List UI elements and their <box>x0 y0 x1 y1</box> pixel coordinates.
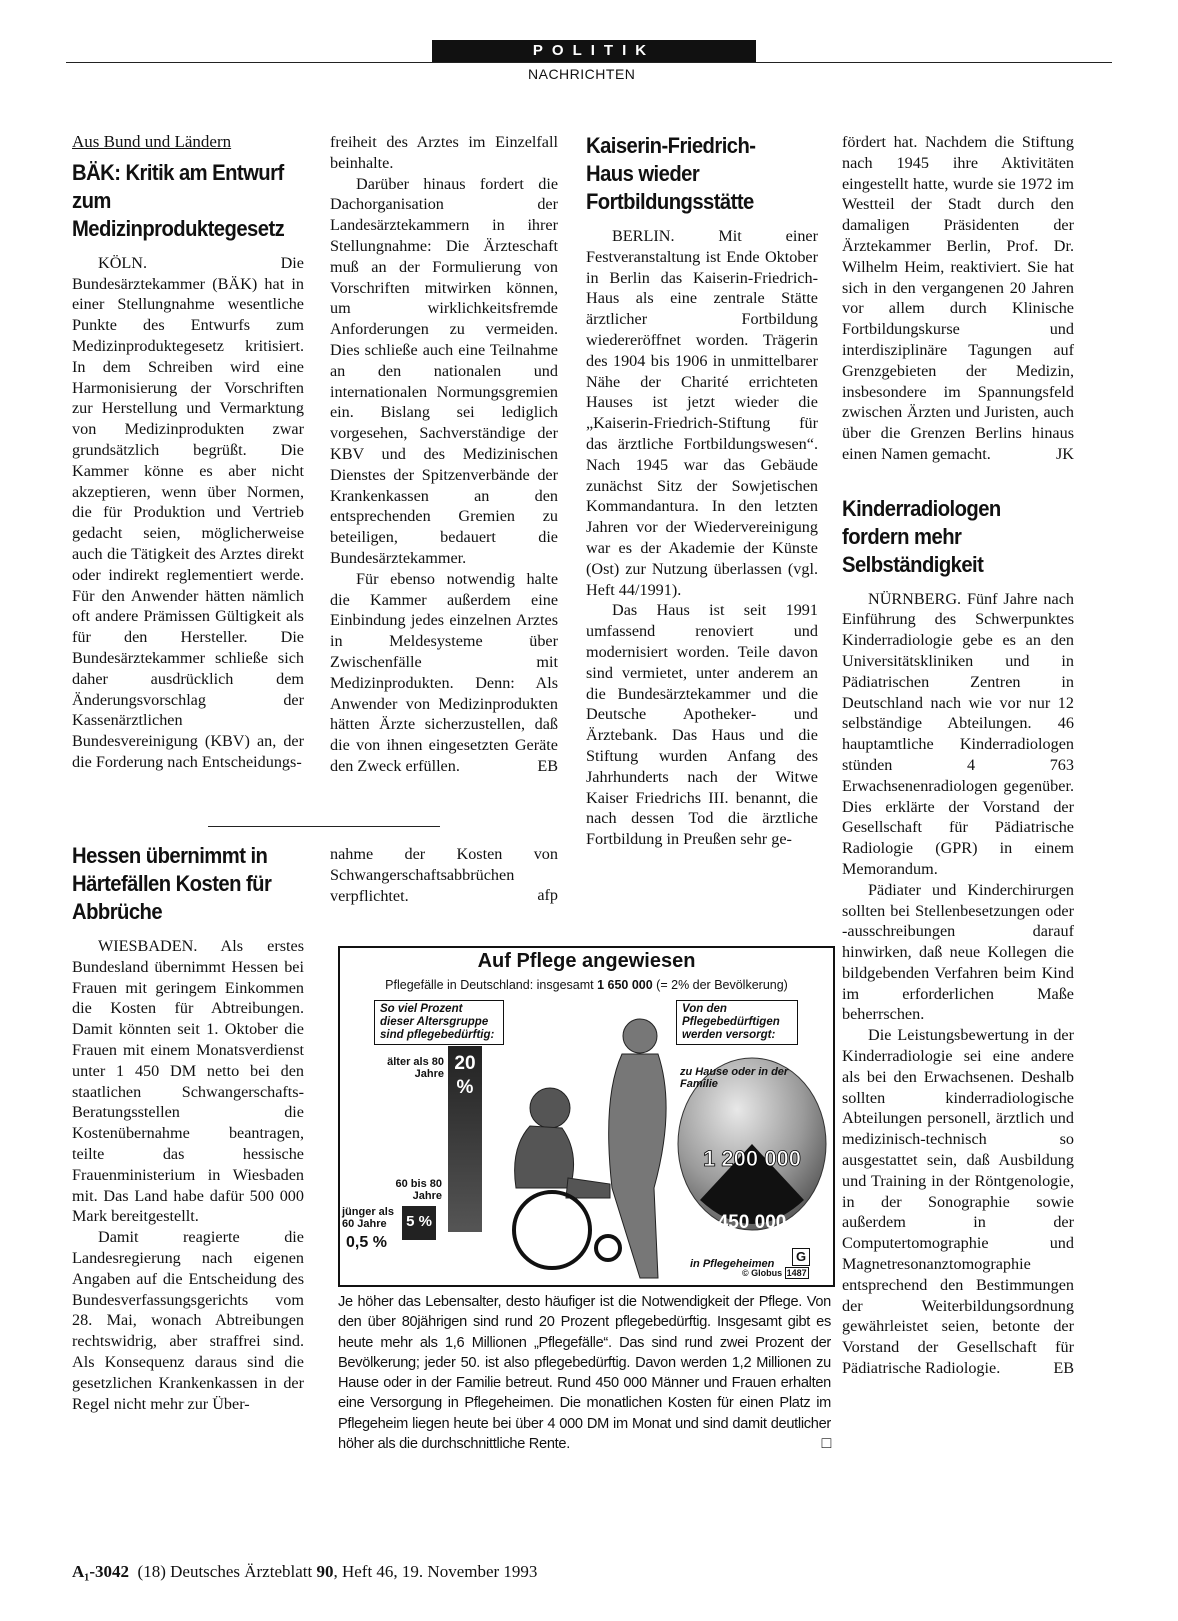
value-under-60: 0,5 % <box>346 1234 387 1251</box>
paragraph: NÜRNBERG. Fünf Jahre nach Einführung des Schwerpunktes Kinderradiologie gebe es an den Universitätskliniken und in Pädiatrischen Zentren in Deutschland nach wie vor nur 12 selbständige Abteilungen. 46 hauptamtliche Kinderradiologen stünden 4 763 Erwachsenenradiologen gegenüber. Dies erklärte der Vorstand der Gesellschaft für Pädiatrische Radiologie (GPR) in einem Memorandum. <box>842 589 1074 878</box>
article-bak-col2 <box>330 132 558 777</box>
value-home: 1 200 000 <box>703 1146 801 1171</box>
paragraph: nahme der Kosten von Schwangerschaftsabbrüchen verpflichtet. <box>330 845 558 905</box>
label-under-60: jünger als 60 Jahre <box>342 1206 394 1230</box>
article-hessen-col2 <box>330 844 558 906</box>
paragraph: fördert hat. Nachdem die Stiftung nach 1945 ihre Aktivitäten eingestellt hatte, wurde sie 1972 im Westteil der Stadt durch den damaligen Präsidenten der Ärztekammer Berlin, Prof. Dr. Wilhelm Heim, reaktiviert. Sie hat sich in den vergangenen 20 Jahren vor allem durch Klinische Fortbildungskurse und interdisziplinäre Tagungen auf Grenzgebieten der Medizin, insbesondere im Spannungsfeld zwischen Ärzten und Juristen, auch über die Grenzen Berlins hinaus einen Namen gemacht. <box>842 133 1074 463</box>
page-number: A₁-3042 <box>72 1562 130 1581</box>
label-home: zu Hause oder in der Familie <box>680 1066 789 1090</box>
page-footer: A₁-3042 (18) Deutsches Ärzteblatt 90, Heft 46, 19. November 1993 <box>72 1562 538 1581</box>
paragraph: Die Leistungsbewertung in der Kinderradiologie sei eine andere als bei den Erwachsenen. Deshalb sollten kinderradiologische Abteilungen personell, ärztlich und medizinisch-technisch so ausgestattet sein, daß Ausbildung und Training in der Röntgenologie, in der Sonographie sowie außerdem in der Computertomographie und Magnetresonanztomographie entsprechend den Bestimmungen der Weiterbildungsordnung gewährleistet seien, betonte der Vorstand der Gesellschaft für Pädiatrische Radiologie. <box>842 1026 1074 1378</box>
wheelchair-figure <box>515 1088 610 1198</box>
article-bak-col1 <box>72 132 304 773</box>
paragraph: Pädiater und Kinderchirurgen sollten bei Stellenbesetzungen oder -ausschreibungen darauf hinwirken, daß neue Kollegen die bildgebenden Verfahren beim Kind im erforderlichen Maße beherrschen. <box>842 880 1074 1024</box>
article-hessen-col1 <box>72 842 304 1414</box>
signature: EB <box>537 756 558 775</box>
legend-box-right: Von den Pflegebedürftigen werden versorgt: <box>676 1000 798 1045</box>
headline-bak: BÄK: Kritik am Entwurf zum Medizinproduktegesetz <box>72 159 285 241</box>
paragraph: freiheit des Arztes im Einzelfall beinhalte. <box>330 133 558 172</box>
paragraph: Darüber hinaus fordert die Dachorganisation der Landesärztekammern in ihrer Stellungnahme: Die Ärzteschaft muß an der Formulierung von Vorschriften mitwirken können, um wirklichkeitsfremde Anforderungen zu vermeiden. Dies schließe auch eine Teilnahme an den nationalen und internationalen Normungsgremien ein. Bislang sei lediglich vorgesehen, Sachverständige der KBV und des Medizinischen Dienstes der Spitzenverbände der Krankenkassen an den entsprechenden Gremien zu beteiligen, bedauert die Bundesärztekammer. <box>330 174 558 567</box>
legend-box-left: So viel Prozent dieser Altersgruppe sind pflegebedürftig: <box>374 1000 504 1045</box>
paragraph: KÖLN. Die Bundesärztekammer (BÄK) hat in einer Stellungnahme wesentliche Punkte des Entwurfs zum Medizinproduktegesetz kritisiert. In dem Schreiben wird eine Harmonisierung der Vorschriften zur Herstellung und Vermarktung von Medizinprodukten zwar grundsätzlich begrüßt. Die Kammer könne es aber nicht akzeptieren, wenn über Normen, die für Produktion und Vertrieb gedacht seien, möglicherweise auch die Tätigkeit des Arztes direkt oder indirekt reglementiert werde. Für den Anwender hätten nämlich oft andere Prämissen Gültigkeit als für den Hersteller. Die Bundesärztekammer schließe sich daher ausdrücklich dem Änderungsvorschlag der Kassenärztlichen Bundesvereinigung (KBV) an, der die Forderung nach Entscheidungs- <box>72 253 304 771</box>
value-60-80: 5 % <box>406 1213 432 1230</box>
paragraph: Damit reagierte die Landesregierung nach eigenen Angaben auf die Entscheidung des Bundesverfassungsgerichts vom 28. Mai, wonach Abtreibungen rechtswidrig, aber straffrei sind. Als Konsequenz daraus sind die gesetzlichen Krankenkassen in der Regel nicht mehr zur Über- <box>72 1228 304 1413</box>
headline-hessen: Hessen übernimmt in Härtefällen Kosten für Abbrüche <box>72 843 272 924</box>
figure-subtitle: Pflegefälle in Deutschland: insgesamt 1 650 000 (= 2% der Bevölkerung) <box>385 978 788 992</box>
signature: EB <box>1053 1358 1074 1377</box>
figure-graphics <box>340 948 833 1285</box>
section-label: POLITIK <box>432 40 756 62</box>
article-kfh-col3 <box>586 132 818 850</box>
subsection-label: NACHRICHTEN <box>528 66 636 82</box>
kicker: Aus Bund und Ländern <box>72 132 232 151</box>
figure-caption: Je höher das Lebensalter, desto häufiger ist die Notwendigkeit der Pflege. Von den über 80jährigen sind rund 20 Prozent pflegebedürftig. Insgesamt gibt es heute mehr als 1,6 Millionen „Pflegefälle“. Das sind rund zwei Prozent der Bevölkerung; jeder 50. ist also pflegebedürftig. Davon werden 1,2 Millionen zu Hause oder in der Familie betreut. Rund 450 000 Männer und Frauen erhalten eine Versorgung in Pflegeheimen. Die monatlichen Kosten für einen Platz im Pflegeheim liegen heute bei über 4 000 DM im Monat und sind damit deutlicher höher als die durchschnittliche Rente. □ <box>338 1294 831 1453</box>
label-60-80: 60 bis 80 Jahre <box>395 1178 442 1202</box>
paragraph: Das Haus ist seit 1991 umfassend renoviert und modernisiert worden. Teile davon sind vermietet, unter anderem an die Bundesärztekammer und die Deutsche Apotheker- und Ärztebank. Das Haus und die Stiftung wurden Anfang des Jahrhunderts nach der Witwe Kaiser Friedrichs III. benannt, die nach dessen Tod die ärztliche Fortbildung in Preußen sehr ge- <box>586 601 818 849</box>
figure-source: © Globus 1487 <box>742 1268 807 1278</box>
paragraph: Für ebenso notwendig halte die Kammer außerdem eine Einbindung jedes einzelnen Arztes in Meldesysteme über Zwischenfälle mit Medizinprodukten. Denn: Als Anwender von Medizinprodukten hätten Ärzte sicherzustellen, daß die von ihnen eingesetzten Geräte den Zweck erfüllen. <box>330 569 558 775</box>
paragraph: BERLIN. Mit einer Festveranstaltung ist Ende Oktober in Berlin das Kaiserin-Friedrich-Haus als eine zentrale Stätte ärztlicher Fortbildung wiedereröffnet worden. Trägerin des 1904 bis 1906 in unmittelbarer Nähe der Charité errichteten Hauses ist jetzt wieder die „Kaiserin-Friedrich-Stiftung für das ärztliche Fortbildungswesen“. Nach 1945 war das Gebäude zunächst Sitz der Sowjetischen Kommandantura. In den letzten Jahren vor der Wiedervereinigung war es der Akademie der Künste (Ost) zur Nutzung überlassen (vgl. Heft 44/1991). <box>586 227 818 599</box>
wheelchair-wheels <box>514 1192 620 1268</box>
label-nursing: in Pflegeheimen <box>690 1258 775 1270</box>
paragraph: WIESBADEN. Als erstes Bundesland übernimmt Hessen bei Frauen mit geringem Einkommen die Kosten für Abtreibungen. Damit könnten seit 1. Oktober die Frauen mit einem Monatsverdienst unter 1 450 DM netto bei den staatlichen Schwangerschafts-Beratungsstellen die Kostenübernahme beantragen, teilte das hessische Frauenministerium in Wiesbaden mit. Das Land habe dafür 500 000 Mark bereitgestellt. <box>72 937 304 1226</box>
header-rule <box>66 62 1112 63</box>
label-over-80: älter als 80 Jahre <box>387 1056 444 1080</box>
infographic <box>338 946 835 1287</box>
figure-title: Auf Pflege angewiesen <box>477 950 696 972</box>
value-over-80: 20 % <box>454 1053 476 1098</box>
globus-logo: G <box>792 1248 810 1266</box>
article-col4 <box>842 132 1074 1379</box>
headline-kfh: Kaiserin-Friedrich-Haus wieder Fortbildungsstätte <box>586 133 756 214</box>
headline-kinderradiologen: Kinderradiologen fordern mehr Selbständigkeit <box>842 495 1001 577</box>
value-nursing: 450 000 <box>717 1212 787 1233</box>
signature: JK <box>1056 444 1074 463</box>
signature: afp <box>537 886 558 905</box>
divider-rule <box>208 826 440 827</box>
